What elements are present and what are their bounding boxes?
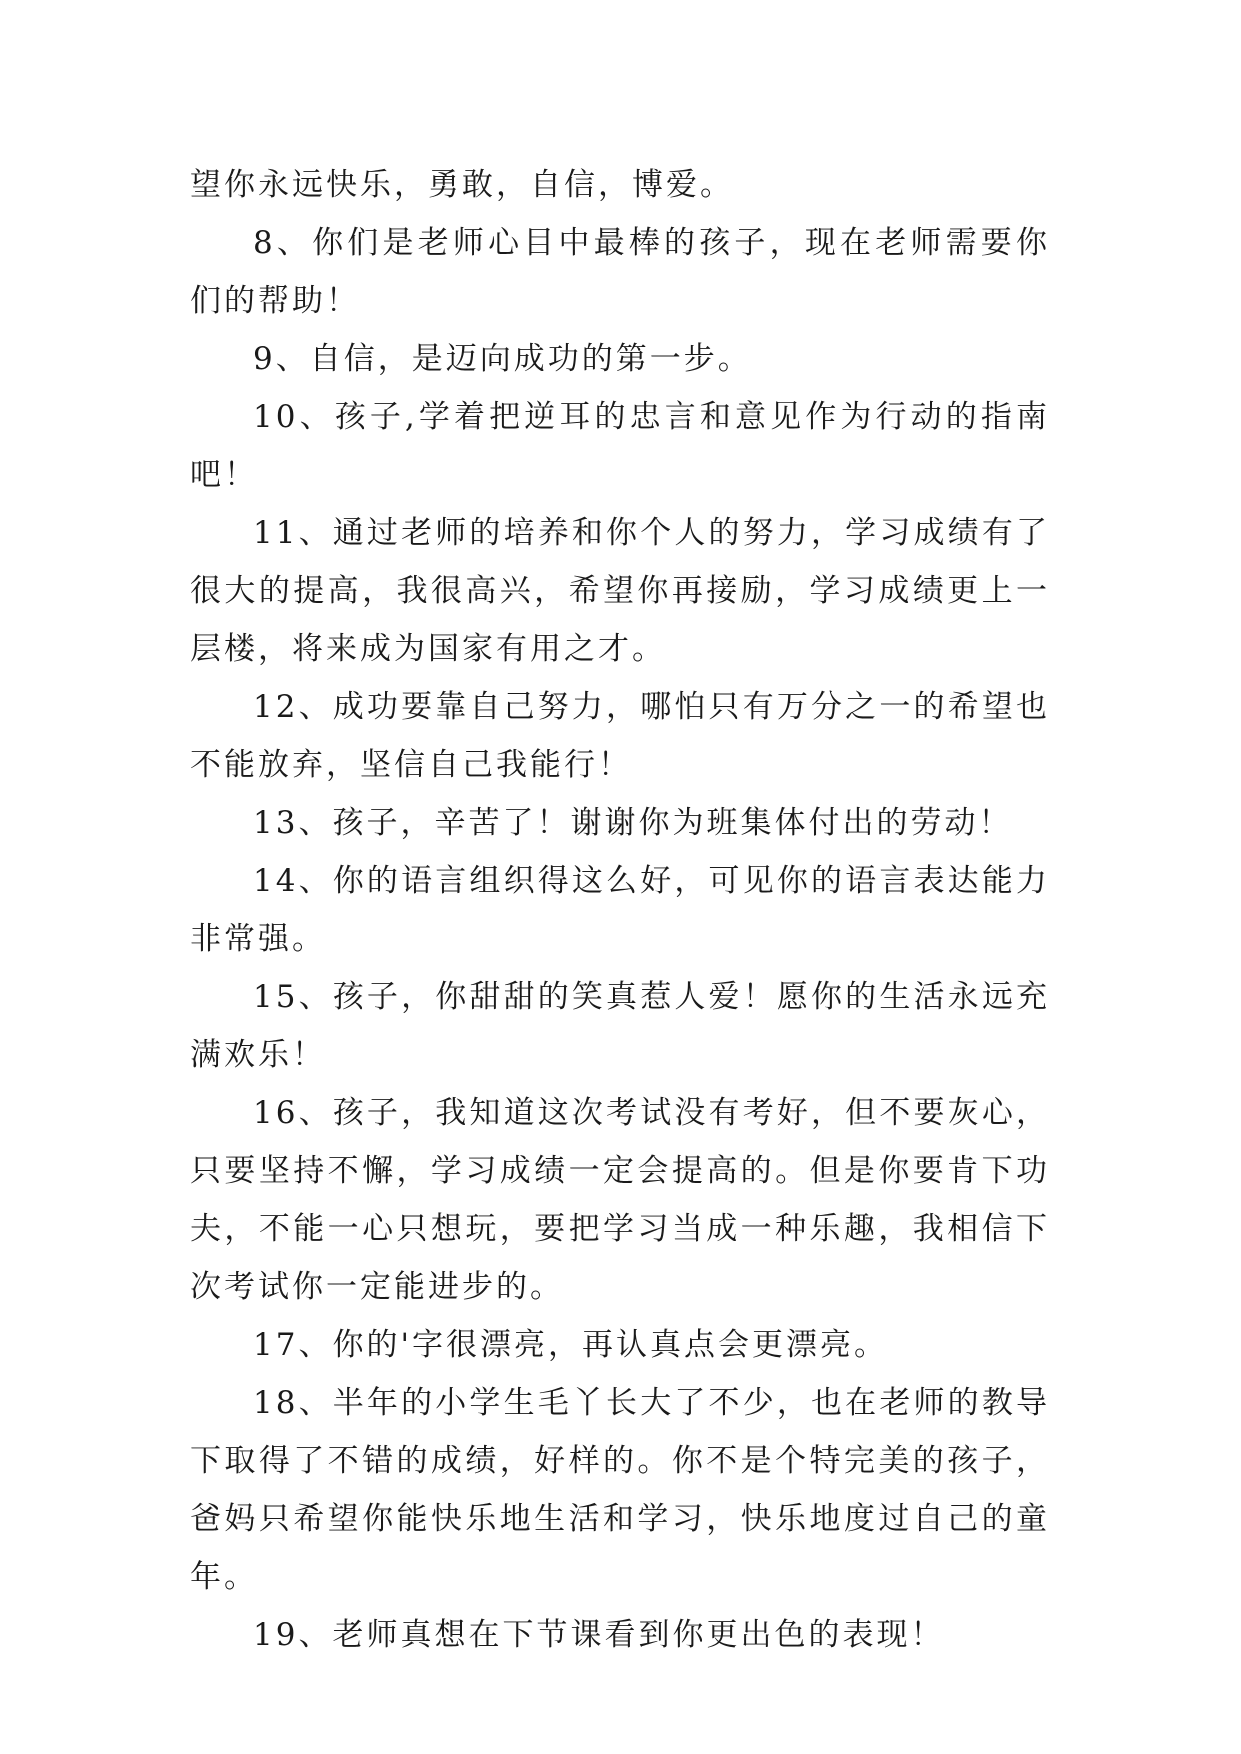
paragraph: 17、你的'字很漂亮，再认真点会更漂亮。 bbox=[253, 1327, 888, 1363]
paragraph: 望你永远快乐，勇敢，自信，博爱。 bbox=[190, 167, 734, 203]
paragraph: 12、成功要靠自己努力，哪怕只有万分之一的希望也不能放弃，坚信自己我能行！ bbox=[190, 689, 1050, 783]
paragraph: 15、孩子，你甜甜的笑真惹人爱！愿你的生活永远充满欢乐！ bbox=[190, 979, 1050, 1073]
document-body bbox=[190, 156, 1050, 1664]
paragraph: 18、半年的小学生毛丫长大了不少，也在老师的教导下取得了不错的成绩，好样的。你不是个特完美的孩子，爸妈只希望你能快乐地生活和学习，快乐地度过自己的童年。 bbox=[190, 1385, 1050, 1595]
paragraph: 14、你的语言组织得这么好，可见你的语言表达能力非常强。 bbox=[190, 863, 1050, 957]
paragraph: 10、孩子,学着把逆耳的忠言和意见作为行动的指南吧！ bbox=[190, 399, 1050, 493]
paragraph: 13、孩子，辛苦了！谢谢你为班集体付出的劳动！ bbox=[253, 805, 1013, 841]
paragraph: 11、通过老师的培养和你个人的努力，学习成绩有了很大的提高，我很高兴，希望你再接励，学习成绩更上一层楼，将来成为国家有用之才。 bbox=[190, 515, 1050, 667]
paragraph: 8、你们是老师心目中最棒的孩子，现在老师需要你们的帮助！ bbox=[190, 225, 1050, 319]
paragraph: 16、孩子，我知道这次考试没有考好，但不要灰心，只要坚持不懈，学习成绩一定会提高的。但是你要肯下功夫，不能一心只想玩，要把学习当成一种乐趣，我相信下次考试你一定能进步的。 bbox=[190, 1095, 1050, 1305]
paragraph: 9、自信，是迈向成功的第一步。 bbox=[253, 341, 752, 377]
paragraph: 19、老师真想在下节课看到你更出色的表现！ bbox=[253, 1617, 945, 1653]
